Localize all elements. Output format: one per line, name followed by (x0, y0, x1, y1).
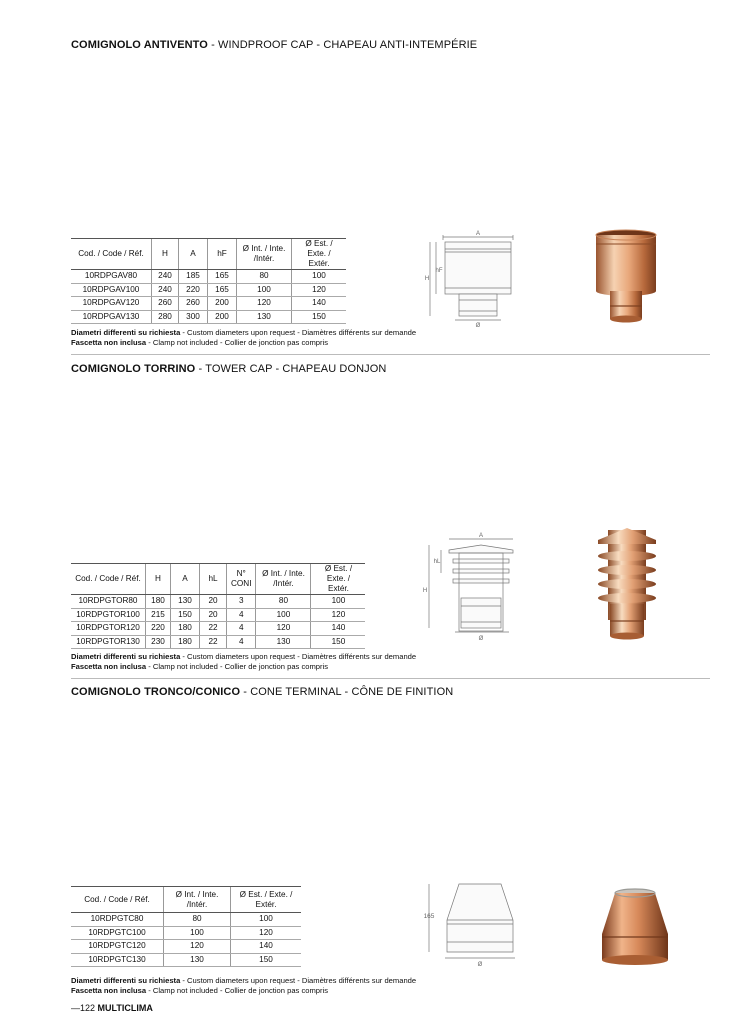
dim-label-height: 165 (423, 913, 435, 920)
product-photo-windproof-cap (586, 225, 666, 327)
dim-label-h: H (422, 588, 428, 594)
col-header-code: Cod. / Code / Réf. (71, 887, 164, 913)
table-row: 10RDPGTC130 130 150 (71, 953, 301, 967)
technical-drawing-cone-terminal (415, 876, 525, 968)
section-divider (71, 354, 710, 355)
dim-label-hf: hF (435, 268, 443, 274)
notes-windproof-cap: Diametri differenti su richiesta - Custom diameters upon request - Diamètres différents sur demande Fascetta non inclusa - Clamp not included - Collier de jonction pas compris (71, 328, 417, 347)
table-row: 10RDPGTOR80 180 130 20 3 80 100 (71, 595, 365, 609)
brand-name: MULTICLIMA (97, 1003, 153, 1013)
col-header-code: Cod. / Code / Réf. (71, 239, 152, 270)
col-header-h: H (146, 564, 171, 595)
technical-drawing-tower-cap (415, 528, 525, 648)
dim-label-diameter: Ø (477, 962, 483, 968)
dim-label-h: H (424, 276, 430, 282)
table-row: 10RDPGTC100 100 120 (71, 926, 301, 940)
table-row: 10RDPGAV130 280 300 200 130 150 (71, 310, 346, 324)
col-header-hl: hL (200, 564, 227, 595)
spec-table-windproof-cap (71, 238, 346, 324)
product-photo-cone-terminal (596, 884, 674, 970)
dim-label-diameter: Ø (478, 636, 484, 642)
col-header-ext: Ø Est. / Exte. / Extér. (231, 887, 302, 913)
page-footer: —122 MULTICLIMA (71, 1003, 153, 1013)
table-row: 10RDPGTC80 80 100 (71, 913, 301, 927)
spec-table-cone-terminal (71, 886, 301, 967)
table-row: 10RDPGAV100 240 220 165 100 120 (71, 283, 346, 297)
table-row: 10RDPGTOR130 230 180 22 4 130 150 (71, 635, 365, 649)
dim-label-a: A (475, 231, 481, 237)
col-header-coni: N° CONI (227, 564, 256, 595)
col-header-int: Ø Int. / Inte. /Intér. (256, 564, 311, 595)
notes-tower-cap: Diametri differenti su richiesta - Custom diameters upon request - Diamètres différents sur demande Fascetta non inclusa - Clamp not included - Collier de jonction pas compris (71, 652, 417, 671)
section-title-tower-cap: COMIGNOLO TORRINO - TOWER CAP - CHAPEAU DONJON (71, 363, 387, 375)
col-header-h: H (152, 239, 179, 270)
technical-drawing-windproof-cap (415, 228, 525, 328)
col-header-a: A (171, 564, 200, 595)
spec-table-tower-cap (71, 563, 365, 649)
table-row: 10RDPGTC120 120 140 (71, 940, 301, 954)
dim-label-hl: hL (433, 559, 441, 565)
dim-label-diameter: Ø (475, 323, 481, 328)
section-title-windproof-cap: COMIGNOLO ANTIVENTO - WINDPROOF CAP - CHAPEAU ANTI-INTEMPÉRIE (71, 39, 478, 51)
section-divider (71, 678, 710, 679)
col-header-ext: Ø Est. / Exte. / Extér. (311, 564, 366, 595)
page-number: 122 (80, 1003, 96, 1013)
dim-label-a: A (478, 533, 484, 539)
col-header-int: Ø Int. / Inte. /Intér. (164, 887, 231, 913)
col-header-ext: Ø Est. / Exte. / Extér. (292, 239, 347, 270)
product-photo-tower-cap (592, 520, 662, 645)
table-row: 10RDPGTOR100 215 150 20 4 100 120 (71, 608, 365, 622)
col-header-hf: hF (208, 239, 237, 270)
table-row: 10RDPGAV120 260 260 200 120 140 (71, 297, 346, 311)
table-row: 10RDPGAV80 240 185 165 80 100 (71, 270, 346, 284)
col-header-code: Cod. / Code / Réf. (71, 564, 146, 595)
table-row: 10RDPGTOR120 220 180 22 4 120 140 (71, 622, 365, 636)
section-title-cone-terminal: COMIGNOLO TRONCO/CONICO - CONE TERMINAL - CÔNE DE FINITION (71, 686, 454, 698)
notes-cone-terminal: Diametri differenti su richiesta - Custom diameters upon request - Diamètres différents sur demande Fascetta non inclusa - Clamp not included - Collier de jonction pas compris (71, 976, 417, 995)
col-header-int: Ø Int. / Inte. /Intér. (237, 239, 292, 270)
col-header-a: A (179, 239, 208, 270)
